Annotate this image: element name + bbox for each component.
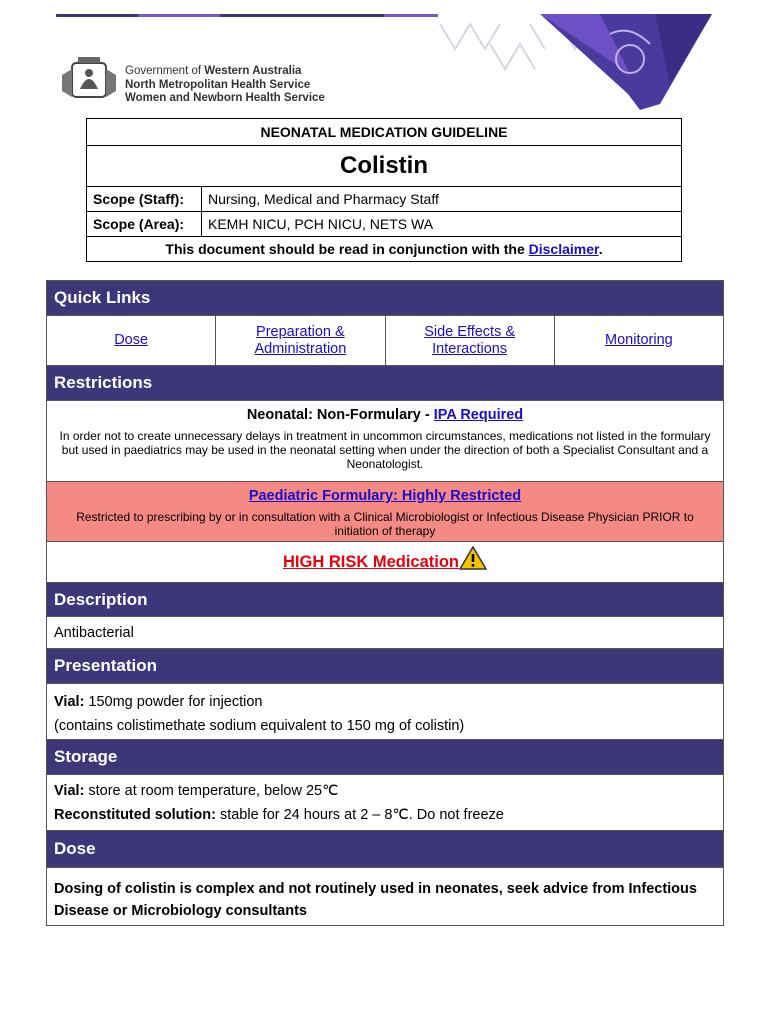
storage-heading: Storage <box>47 739 723 774</box>
paediatric-restriction <box>47 481 723 541</box>
dose-text: Dosing of colistin is complex and not routinely used in neonates, seek advice from Infectious Disease or Microbiology consultants <box>47 867 723 925</box>
scope-staff-label: Scope (Staff): <box>87 187 202 212</box>
government-logo <box>60 55 360 105</box>
storage-content <box>47 774 723 830</box>
neonatal-label: Neonatal: Non-Formulary - <box>246 407 434 423</box>
quick-link-monitoring[interactable]: Monitoring <box>554 316 723 365</box>
restrictions-heading: Restrictions <box>47 365 723 400</box>
gov-line1-bold: Western Australia <box>204 65 302 77</box>
description-heading: Description <box>47 582 723 616</box>
storage-vial-label: Vial: <box>54 783 85 799</box>
presentation-heading: Presentation <box>47 648 723 683</box>
document-header-table <box>86 118 682 262</box>
gov-line2: North Metropolitan Health Service <box>125 78 311 91</box>
neonatal-restriction <box>47 400 723 481</box>
disclaimer-period: . <box>598 241 603 257</box>
storage-recon-label: Reconstituted solution: <box>54 807 216 823</box>
scope-area-value: KEMH NICU, PCH NICU, NETS WA <box>202 212 682 237</box>
quick-link-dose[interactable]: Dose <box>114 332 149 348</box>
scope-staff-value: Nursing, Medical and Pharmacy Staff <box>202 187 682 212</box>
drug-name: Colistin <box>87 146 682 187</box>
warning-icon <box>459 546 487 570</box>
top-bar-dark <box>56 14 138 17</box>
ipa-required-link[interactable]: IPA Required <box>433 407 524 423</box>
paediatric-formulary-link[interactable]: Paediatric Formulary: Highly Restricted <box>248 488 522 504</box>
quick-link-preparation[interactable]: Preparation & Administration <box>215 316 384 365</box>
gov-line3: Women and Newborn Health Service <box>125 92 325 104</box>
storage-vial-text: store at room temperature, below 25℃ <box>84 783 339 799</box>
presentation-note: (contains colistimethate sodium equivalent to 150 mg of colistin) <box>54 718 465 734</box>
neonatal-text: In order not to create unnecessary delays in treatment in uncommon circumstances, medications not listed in the formulary but used in paediatrics may be used in the neonatal setting when under the direction of both a Specialist Consultant and a Neonatologist. <box>59 429 711 471</box>
dose-heading: Dose <box>47 830 723 867</box>
description-text: Antibacterial <box>47 616 723 648</box>
decorative-graphic <box>430 14 720 119</box>
paediatric-text: Restricted to prescribing by or in consultation with a Clinical Microbiologist or Infectious Disease Physician PRIOR to initiation of therapy <box>76 510 694 538</box>
guideline-body <box>46 280 724 926</box>
top-bar-purple <box>138 14 220 17</box>
gov-line1-pre: Government of <box>125 65 205 77</box>
quick-link-side-effects[interactable]: Side Effects & Interactions <box>385 316 554 365</box>
quick-links-row <box>47 315 723 365</box>
quick-links-heading: Quick Links <box>47 281 723 315</box>
disclaimer-link[interactable]: Disclaimer <box>528 241 599 257</box>
presentation-content <box>47 683 723 739</box>
disclaimer-row <box>87 237 682 262</box>
crest-icon <box>60 55 120 105</box>
disclaimer-text: This document should be read in conjunction with the <box>165 241 529 257</box>
storage-recon-text: stable for 24 hours at 2 – 8℃. Do not freeze <box>215 807 504 823</box>
scope-area-label: Scope (Area): <box>87 212 202 237</box>
high-risk-row <box>47 541 723 582</box>
high-risk-label[interactable]: HIGH RISK Medication <box>282 552 459 571</box>
top-bar-dark-2 <box>220 14 384 17</box>
presentation-vial-label: Vial: <box>54 694 85 710</box>
guideline-title: NEONATAL MEDICATION GUIDELINE <box>87 119 682 146</box>
presentation-vial-text: 150mg powder for injection <box>84 694 263 710</box>
